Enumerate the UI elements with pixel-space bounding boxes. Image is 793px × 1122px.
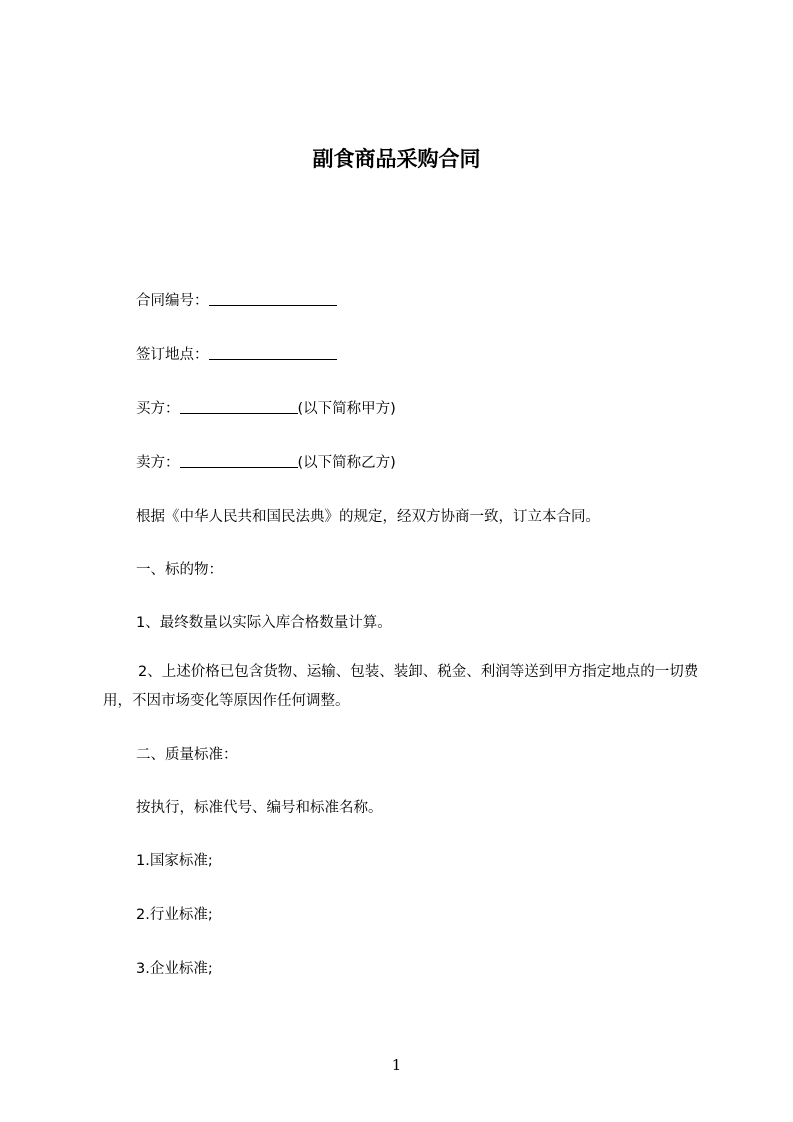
buyer-blank[interactable] — [180, 399, 298, 414]
page-number: 1 — [391, 1056, 402, 1074]
sign-place-label: 签订地点： — [136, 347, 209, 363]
section1-item1: 1、最终数量以实际入库合格数量计算。 — [136, 615, 392, 631]
document-title: 副食商品采购合同 — [312, 147, 481, 171]
section2-item-national: 1.国家标准; — [136, 853, 213, 869]
seller-label: 卖方： — [136, 455, 180, 471]
seller-line — [136, 453, 396, 473]
contract-number-label: 合同编号： — [136, 293, 209, 309]
buyer-line — [136, 399, 396, 419]
seller-suffix: (以下简称乙方) — [297, 455, 396, 471]
sign-place-blank[interactable] — [209, 345, 337, 360]
section2-intro: 按执行，标准代号、编号和标准名称。 — [136, 800, 383, 816]
contract-number-line — [136, 291, 337, 311]
section2-heading: 二、质量标准： — [136, 747, 238, 763]
buyer-label: 买方： — [136, 401, 180, 417]
seller-blank[interactable] — [180, 453, 298, 468]
section2-item-industry: 2.行业标准; — [136, 907, 213, 923]
section2-item-enterprise: 3.企业标准; — [136, 961, 213, 977]
contract-number-blank[interactable] — [209, 291, 337, 306]
sign-place-line — [136, 345, 337, 365]
section1-heading: 一、标的物： — [136, 562, 223, 578]
intro-paragraph: 根据《中华人民共和国民法典》的规定，经双方协商一致，订立本合同。 — [136, 509, 600, 525]
section1-item2: 2、上述价格已包含货物、运输、包装、装卸、税金、利润等送到甲方指定地点的一切费用，不因市场变化等原因作任何调整。 — [103, 664, 699, 709]
buyer-suffix: (以下简称甲方) — [297, 401, 396, 417]
